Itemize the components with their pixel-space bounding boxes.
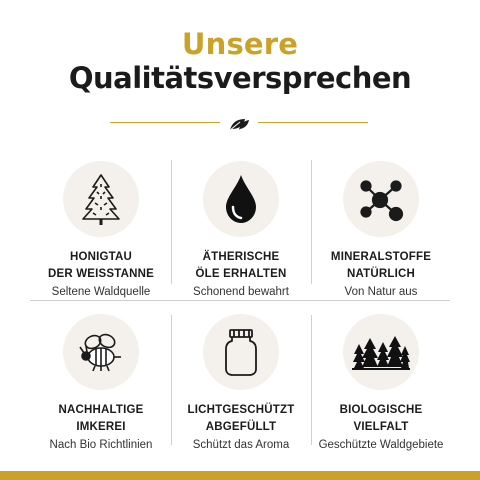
divider-left: [110, 122, 220, 123]
oil-drop-icon: [221, 173, 261, 225]
feature-title: MINERALSTOFFE NATÜRLICH: [330, 251, 432, 280]
feature-title: ÄTHERISCHE ÖLE ERHALTEN: [195, 251, 287, 280]
icon-circle: [203, 314, 279, 390]
icon-circle: [343, 161, 419, 237]
feature-lichtgeschuetzt: [171, 314, 311, 453]
feature-subtitle: Seltene Waldquelle: [51, 286, 151, 298]
divider-right: [258, 122, 368, 123]
feature-subtitle: Von Natur aus: [344, 286, 418, 298]
feature-title: HONIGTAU DER WEISSTANNE: [47, 251, 155, 280]
feature-title: NACHHALTIGE IMKEREI: [58, 404, 144, 433]
bottom-accent-bar: [0, 471, 480, 480]
leaf-icon: [226, 113, 252, 133]
icon-circle: [203, 161, 279, 237]
row-divider: [30, 300, 450, 301]
bee-icon: [77, 329, 125, 375]
feature-subtitle: Geschützte Waldgebiete: [318, 439, 444, 451]
title-line-1: Unsere: [181, 27, 299, 61]
honey-jar-icon: [221, 327, 261, 377]
feature-vielfalt: [311, 314, 451, 453]
feature-subtitle: Schonend bewahrt: [193, 286, 289, 298]
molecule-icon: [356, 174, 406, 224]
feature-subtitle: Schützt das Aroma: [192, 439, 290, 451]
icon-circle: [63, 314, 139, 390]
feature-subtitle: Nach Bio Richtlinien: [49, 439, 153, 451]
feature-title: LICHTGESCHÜTZT ABGEFÜLLT: [187, 404, 295, 433]
feature-imkerei: [31, 314, 171, 453]
feature-title: BIOLOGISCHE VIELFALT: [339, 404, 423, 433]
feature-honigtau: [31, 161, 171, 300]
feature-oele: [171, 161, 311, 300]
icon-circle: [343, 314, 419, 390]
icon-circle: [63, 161, 139, 237]
forest-icon: [352, 332, 410, 372]
feature-mineralstoffe: [311, 161, 451, 300]
fir-tree-icon: [79, 172, 123, 226]
title-line-2: Qualitätsversprechen: [68, 61, 412, 95]
